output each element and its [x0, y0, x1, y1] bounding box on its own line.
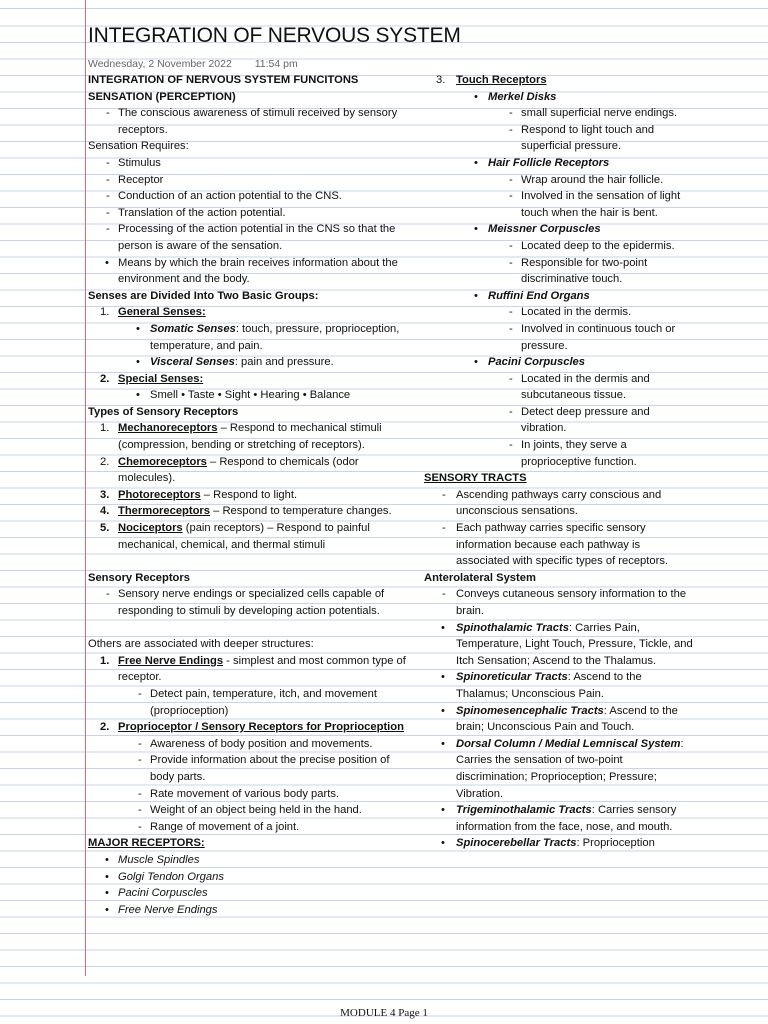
list-item: • Free Nerve Endings [105, 903, 218, 916]
list-item: 2. Special Senses: [100, 372, 204, 385]
list-item: - Translation of the action potential. [106, 206, 286, 219]
list-item: - The conscious awareness of stimuli received by sensory receptors. [106, 107, 398, 136]
list-item: - Detect pain, temperature, itch, and movement (proprioception) [138, 687, 377, 717]
list-item: • Dorsal Column / Medial Lemniscal System: Carries the sensation of two-point discrimination; Proprioception; Pressure; Vibration. [441, 737, 684, 800]
list-item: - Located in the dermis. [509, 306, 632, 319]
major-receptors-heading: MAJOR RECEPTORS: [88, 837, 205, 850]
list-item: 3. Photoreceptors – Respond to light. [100, 488, 298, 501]
left-column [88, 72, 410, 918]
list-item: • Ruffini End Organs [474, 289, 590, 302]
section-heading: INTEGRATION OF NERVOUS SYSTEM FUNCITONS [88, 74, 359, 86]
list-item: - Wrap around the hair follicle. [509, 173, 664, 186]
list-item: - Processing of the action potential in the CNS so that the person is aware of the sensation. [106, 223, 396, 252]
anterolateral-heading: Anterolateral System [424, 571, 536, 584]
list-item: - In joints, they serve a proprioceptive function. [509, 439, 637, 468]
list-item: - Located deep to the epidermis. [509, 239, 675, 252]
list-item: - Each pathway carries specific sensory information because each pathway is associated with specific types of receptors. [442, 522, 669, 568]
list-item: • Spinothalamic Tracts: Carries Pain, Temperature, Light Touch, Pressure, Tickle, and Itch Sensation; Ascend to the Thalamus. [441, 621, 693, 667]
list-item: 5. Nociceptors (pain receptors) – Respond to painful mechanical, chemical, and thermal stimuli [100, 522, 370, 551]
list-item: • Merkel Disks [474, 90, 557, 103]
page-time: 11:54 pm [254, 58, 298, 70]
list-item: • Spinoreticular Tracts: Ascend to the Thalamus; Unconscious Pain. [441, 671, 642, 700]
page-date: Wednesday, 2 November 2022 [88, 58, 232, 70]
list-item: 3. Touch Receptors [436, 74, 547, 86]
requires-label: Sensation Requires: [88, 140, 189, 153]
others-label: Others are associated with deeper structures: [88, 638, 314, 651]
list-item: - Conduction of an action potential to the CNS. [106, 190, 342, 203]
list-item: - Ascending pathways carry conscious and unconscious sensations. [442, 488, 662, 518]
list-item: - Provide information about the precise position of body parts. [138, 754, 390, 783]
page-meta [88, 58, 318, 70]
list-item: - Sensory nerve endings or specialized cells capable of responding to stimuli by developing action potentials. [106, 588, 385, 617]
list-item: - Stimulus [106, 156, 161, 169]
list-item: • Pacini Corpuscles [105, 887, 208, 900]
list-item: • Somatic Senses: touch, pressure, proprioception, temperature, and pain. [136, 322, 400, 352]
list-item: • Meissner Corpuscles [474, 223, 601, 236]
list-item: - Range of movement of a joint. [138, 820, 300, 833]
list-item: - Involved in the sensation of light touch when the hair is bent. [509, 190, 681, 219]
list-item: • Muscle Spindles [105, 853, 200, 866]
types-heading: Types of Sensory Receptors [88, 405, 239, 418]
list-item: - Involved in continuous touch or pressure. [509, 322, 676, 352]
list-item: • Trigeminothalamic Tracts: Carries sensory information from the face, nose, and mouth. [441, 804, 677, 833]
list-item: • Hair Follicle Receptors [474, 156, 610, 169]
list-item: 2. Proprioceptor / Sensory Receptors for Proprioception [100, 721, 404, 734]
list-item: - Conveys cutaneous sensory information to the brain. [442, 588, 687, 617]
list-item: • Spinocerebellar Tracts: Proprioception [441, 837, 655, 850]
list-item: • Pacini Corpuscles [474, 356, 585, 369]
list-item: - Located in the dermis and subcutaneous tissue. [509, 372, 650, 402]
list-item: • Visceral Senses: pain and pressure. [136, 356, 334, 369]
sensory-receptors-heading: Sensory Receptors [88, 571, 190, 584]
page-title: INTEGRATION OF NERVOUS SYSTEM [88, 24, 461, 47]
list-item: • Golgi Tendon Organs [105, 870, 224, 883]
right-column [424, 72, 696, 852]
list-item: • Spinomesencephalic Tracts: Ascend to the brain; Unconscious Pain and Touch. [441, 704, 678, 734]
list-item: 1. Free Nerve Endings - simplest and most common type of receptor. [100, 654, 406, 684]
sensation-heading: SENSATION (PERCEPTION) [88, 90, 236, 103]
list-item: 1. Mechanoreceptors – Respond to mechanical stimuli (compression, bending or stretching of receptors). [100, 422, 382, 452]
list-item: 1. General Senses: [100, 306, 206, 319]
list-item: - Weight of an object being held in the hand. [138, 804, 362, 817]
list-item: - Responsible for two-point discriminative touch. [509, 256, 648, 286]
list-item: - Detect deep pressure and vibration. [509, 405, 650, 435]
list-item: • Means by which the brain receives information about the environment and the body. [105, 256, 398, 286]
groups-heading: Senses are Divided Into Two Basic Groups: [88, 289, 319, 302]
list-item: - small superficial nerve endings. [509, 107, 678, 120]
list-item: - Rate movement of various body parts. [138, 787, 340, 800]
list-item: • Smell • Taste • Sight • Hearing • Balance [136, 389, 351, 402]
list-item: - Awareness of body position and movements. [138, 737, 373, 750]
list-item: 2. Chemoreceptors – Respond to chemicals (odor molecules). [100, 455, 359, 485]
list-item: - Receptor [106, 173, 164, 186]
page-footer: MODULE 4 Page 1 [340, 1007, 428, 1019]
margin-line [85, 0, 86, 976]
list-item: 4. Thermoreceptors – Respond to temperature changes. [100, 505, 392, 518]
sensory-tracts-heading: SENSORY TRACTS [424, 472, 527, 485]
list-item: - Respond to light touch and superficial pressure. [509, 123, 655, 153]
